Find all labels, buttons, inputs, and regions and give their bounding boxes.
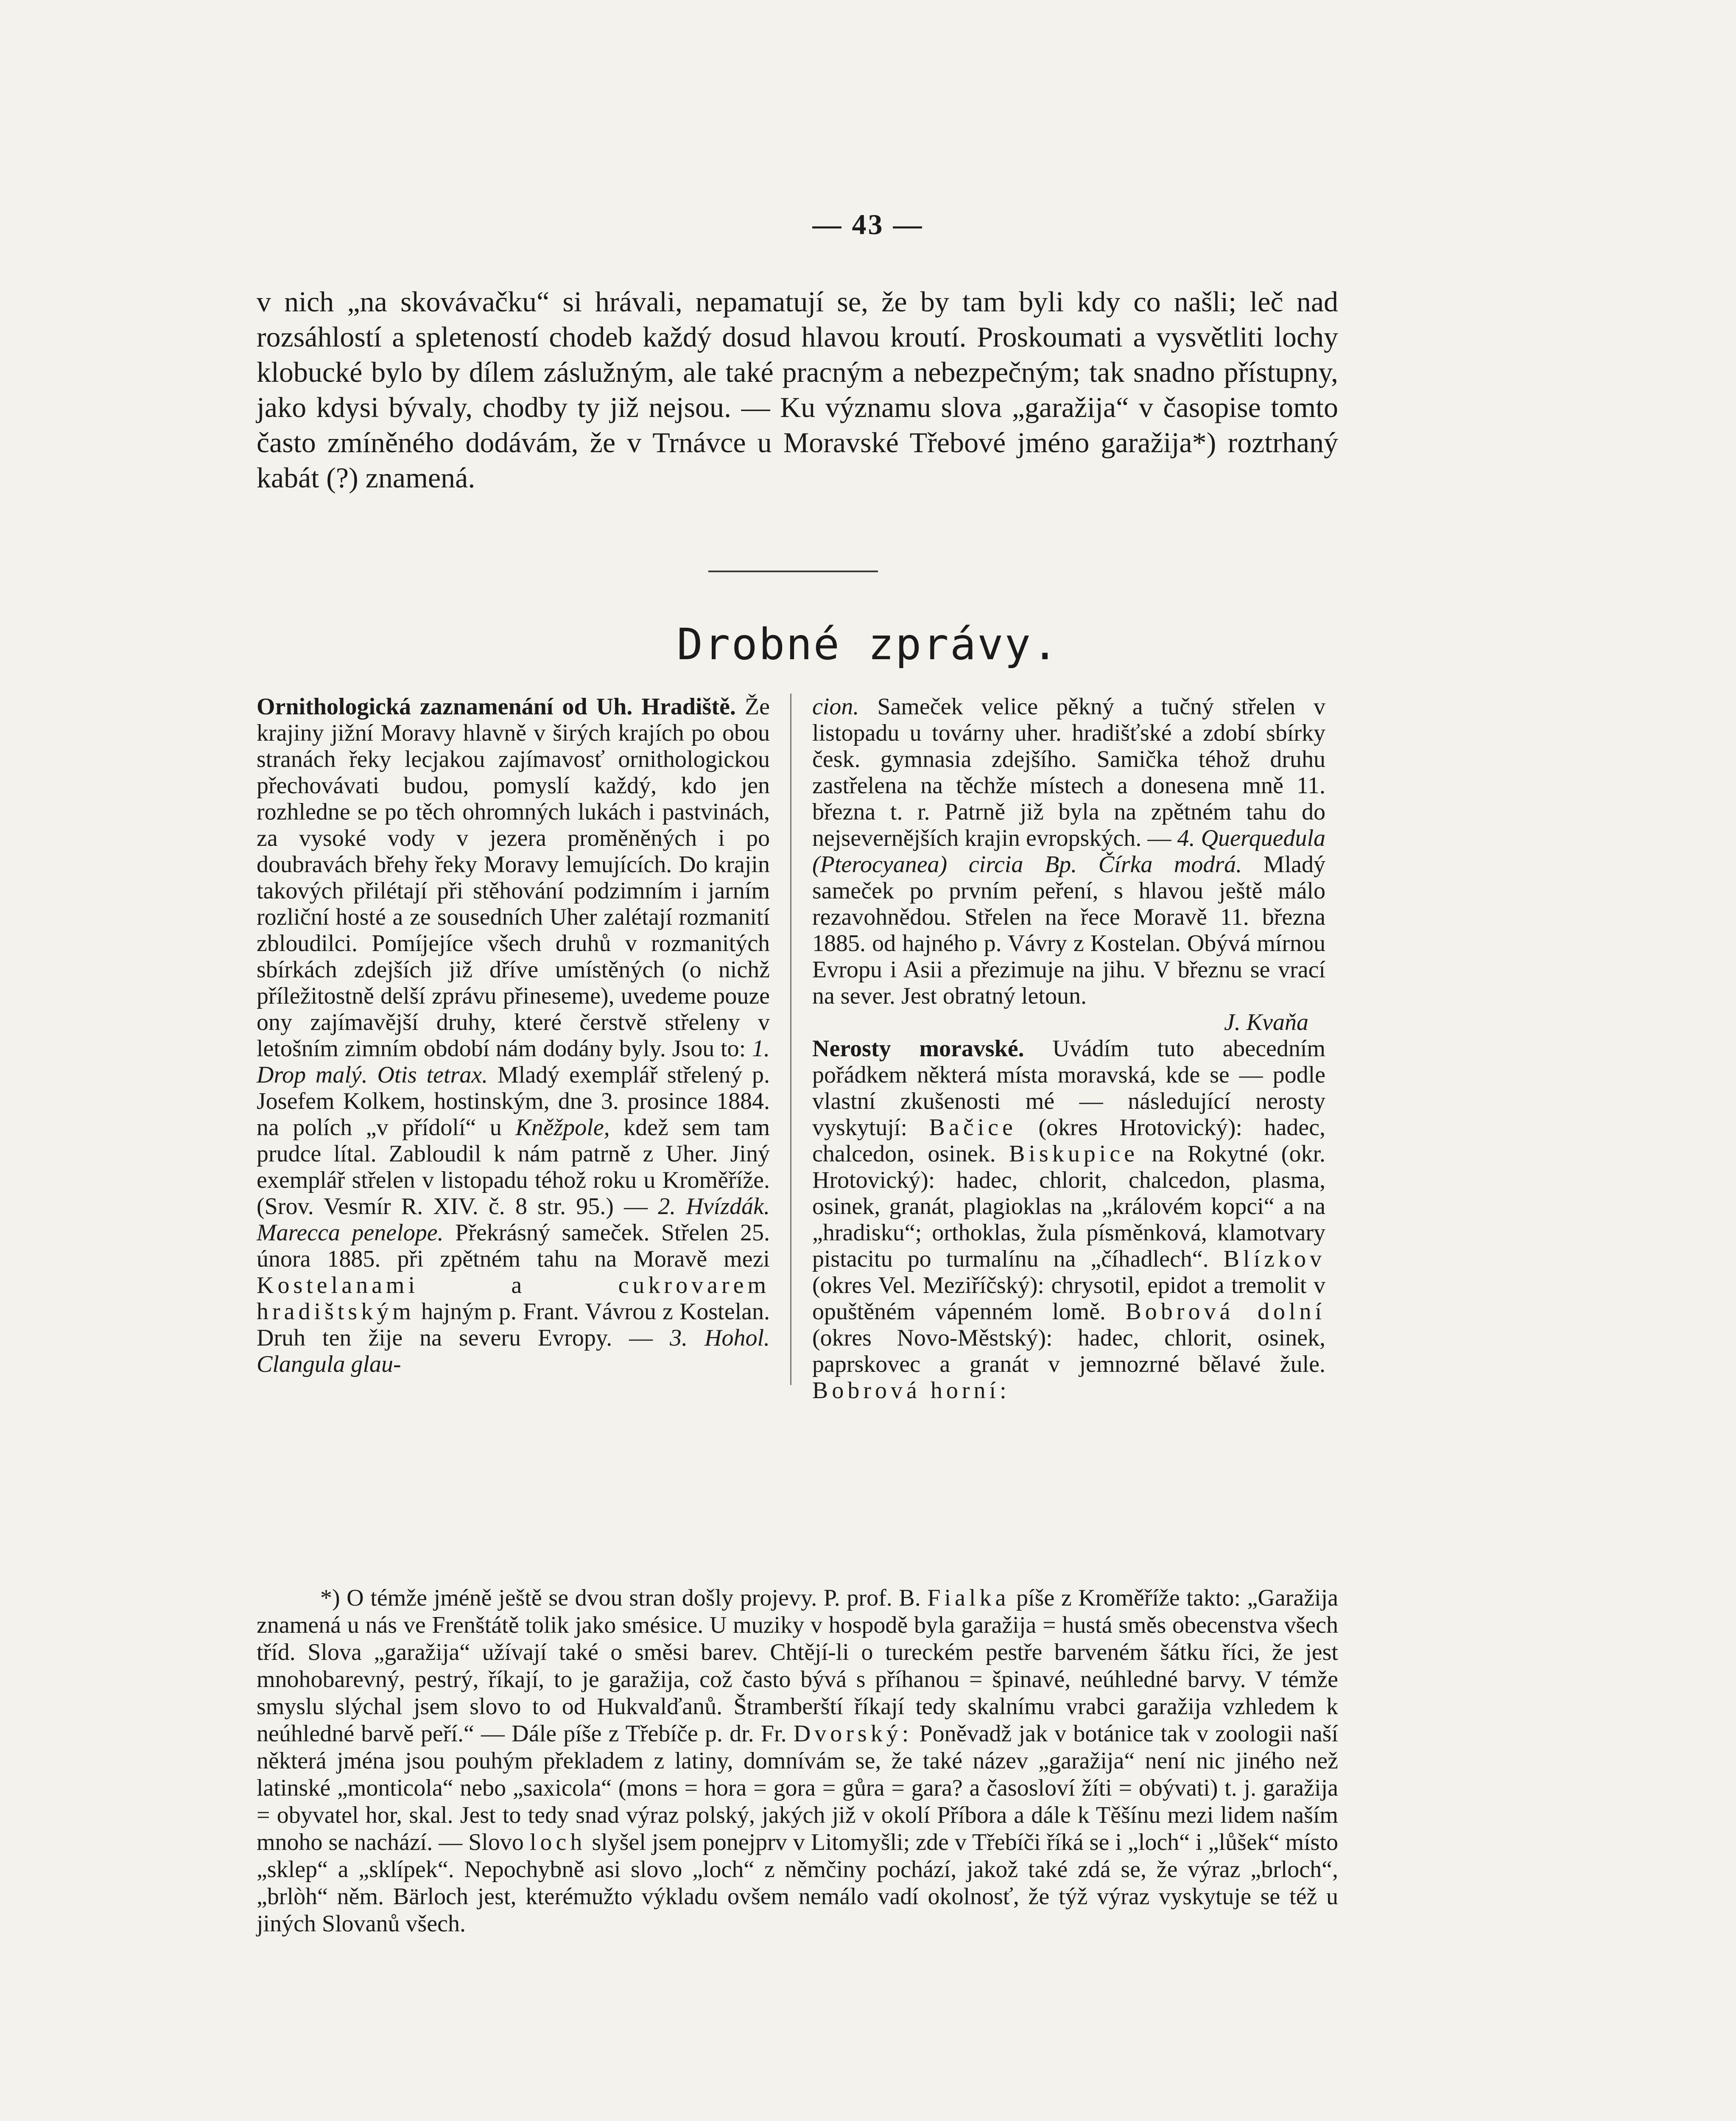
news-columns — [257, 694, 1338, 1404]
person-name: Dvorský: — [793, 1721, 913, 1747]
article-text: (okres Vel. Meziříčský): chrysotil, epidot a tremolit v opuštěném vápenném lomě. — [812, 1272, 1325, 1325]
article-title: Ornithologická zaznamenání od Uh. Hradiště. — [257, 694, 736, 720]
article-text: (okres Novo-Městský): hadec, chlorit, osinek, paprskovec a granát v jemnozrné bělavé žule. — [812, 1325, 1325, 1377]
ornithology-article-continued — [812, 694, 1325, 1035]
column-divider — [790, 694, 791, 1385]
article-text: hajným p. Frant. Vávrou z Kostelan. Druh ten žije na severu Evropy. — — [257, 1298, 770, 1351]
section-heading: Drobné zprávy. — [677, 619, 1059, 670]
article-text: Uvádím tuto abecedním pořádkem některá místa moravská, kde se — podle vlastní zkušenosti mé — následující nerosty vyskytují: — [812, 1035, 1325, 1141]
article-text: Překrásný sameček. Střelen 25. února 1885. při zpětném tahu na Moravě mezi — [257, 1220, 770, 1272]
article-text: Mladý exemplář střelený p. Josefem Kolkem, hostinským, dne 3. prosince 1884. na polích „v přídolí“ u — [257, 1062, 770, 1141]
footnote — [257, 1584, 1338, 1937]
location-name: Bobrová horní: — [812, 1377, 1010, 1404]
section-divider — [708, 571, 878, 572]
footnote-text: Poněvadž jak v botánice tak v zoologii naší některá jména jsou pouhým překladem z latiny, domnívám se, že také název „garažija“ není nic jiného než latinské „monticola“ nebo „saxicola“ (mons = hora = gora = gůra = gara? a časosloví žíti = obývati) t. j. garažija = obyvatel hor, skal. Jest to tedy snad výraz polský, jakých již v okolí Příbora a dále k Těšínu mezi lidem naším mnoho se nachází. — Slovo — [257, 1721, 1339, 1855]
species-name: 4. Querquedula (Pterocyanea) circia Bp. Čírka modrá. — [812, 825, 1325, 878]
ornithology-article — [257, 694, 770, 1377]
location-name: Bobrová dolní — [1125, 1298, 1325, 1325]
person-name: Fialka — [927, 1585, 1010, 1611]
species-name: 2. Hvízdák. Marecca penelope. — [257, 1193, 770, 1246]
footnote-text: píše z Kroměříže takto: „Garažija znamená u nás ve Frenštátě tolik jako smésice. U muziky v hospodě byla garažija = hustá směs obecenstva všech tříd. Slova „garažija“ užívají také o směsi barev. Chtějí-li o tureckém pestře barveném šátku říci, že jest mnohobarevný, pestrý, říkají, to je garažija, což často bývá s příhanou = špinavé, neúhledné barvy. V témže smyslu slýchal jsem slovo to od Hukvalďanů. Štramberští říkají tedy skalnímu vrabci garažija vzhledem k neúhledné barvě peří.“ — Dále píše z Třebíče p. dr. Fr. — [257, 1585, 1339, 1747]
footnote-text: slyšel jsem ponejprv v Litomyšli; zde v Třebíči říká se i „loch“ i „lůšek“ místo „sklep“ a „sklípek“. Nepochybně asi slovo „loch“ z němčiny pochází, jakož také zdá se, že výraz „brloch“, „brlòh“ něm. Bärloch jest, kterémužto výkladu ovšem nemálo vadí okolnosť, že týž výraz vyskytuje se též u jiných Slovanů všech. — [257, 1829, 1339, 1937]
location-name: Blízkov — [1223, 1246, 1325, 1272]
species-name: cion. — [812, 694, 859, 720]
article-text: na Rokytné (okr. Hrotovický): hadec, chlorit, chalcedon, plasma, osinek, granát, plagioklas na „královém kopci“ a na „hradisku“; orthoklas, žula písměnková, klamotvary pistacitu po turmalínu na „číhadlech“. — [812, 1141, 1326, 1272]
article-text: Že krajiny jižní Moravy hlavně v širých krajích po obou stranách řeky lecjakou zajímavosť ornithologickou přechovávati budou, pomyslí každý, kdo jen rozhledne se po těch ohromných lukách i pastvinách, za vysoké vody v jezera proměněných i po doubravách břehy řeky Moravy lemujících. Do krajin takových přilétají při stěhování podzimním i jarním rozliční hosté a ze sousedních Uher zalétají rozmanití zbloudilci. Pomíjejíce všech druhů v rozmanitých sbírkách zdejších již dříve umístěných (o nichž příležitostně delší zprávu přineseme), uvedeme pouze ony zajímavější druhy, které čerstvě střeleny v letošním zimním období nám dodány byly. Jsou to: — [257, 694, 770, 1062]
article-text: Sameček velice pěkný a tučný střelen v listopadu u továrny uher. hradišťské a zdobí sbírky česk. gymnasia zdejšího. Samička téhož druhu zastřelena na těchže místech a donesena mně 11. března t. r. Patrně již byla na zpětném tahu do nejsevernějších krajin evropských. — — [812, 694, 1326, 851]
place-name: Kostelanami a cukrovarem hradištským — [257, 1272, 770, 1325]
intro-paragraph: v nich „na skovávačku“ si hrávali, nepamatují se, že by tam byli kdy co našli; leč nad rozsáhlostí a spleteností chodeb každý dosud hlavou kroutí. Proskoumati a vysvětliti lochy klobucké bylo by dílem záslužným, ale také pracným a nebezpečným; tak snadno přístupny, jako kdysi bývaly, chodby ty již nejsou. — Ku významu slova „garažija“ v časopise tomto často zmíněného dodávám, že v Trnávce u Moravské Třebové jméno garažija*) roztrhaný kabát (?) znamená. — [257, 285, 1338, 494]
left-column — [257, 694, 770, 1377]
article-text: Mladý sameček po prvním peření, s hlavou ještě málo rezavohnědou. Střelen na řece Moravě 11. března 1885. od hajného p. Vávry z Kostelan. Obývá mírnou Evropu i Asii a přezimuje na jihu. V březnu se vrací na sever. Jest obratný letoun. — [812, 851, 1325, 1009]
species-name: 3. Hohol. Clangula glau- — [257, 1325, 770, 1377]
location-name: Bačice — [929, 1114, 1017, 1141]
author-signature: J. Kvaňa — [1224, 1009, 1308, 1035]
page-number: — 43 — — [812, 208, 924, 241]
word-term: loch — [529, 1829, 586, 1855]
article-title: Nerosty moravské. — [812, 1035, 1024, 1062]
species-name: 1. Drop malý. Otis tetrax. — [257, 1035, 770, 1088]
article-text: (okres Hrotovický): hadec, chalcedon, osinek. — [812, 1114, 1326, 1167]
place-name: Kněžpole, — [515, 1114, 610, 1141]
location-name: Biskupice — [1009, 1141, 1138, 1167]
right-column — [812, 694, 1325, 1404]
minerals-article — [812, 1035, 1325, 1404]
article-text: kdež sem tam prudce lítal. Zabloudil k nám patrně z Uher. Jiný exemplář střelen v listopadu téhož roku u Kroměříže. (Srov. Vesmír R. XIV. č. 8 str. 95.) — — [257, 1114, 770, 1220]
footnote-text: *) O témže jméně ještě se dvou stran došly projevy. P. prof. B. — [320, 1585, 921, 1611]
